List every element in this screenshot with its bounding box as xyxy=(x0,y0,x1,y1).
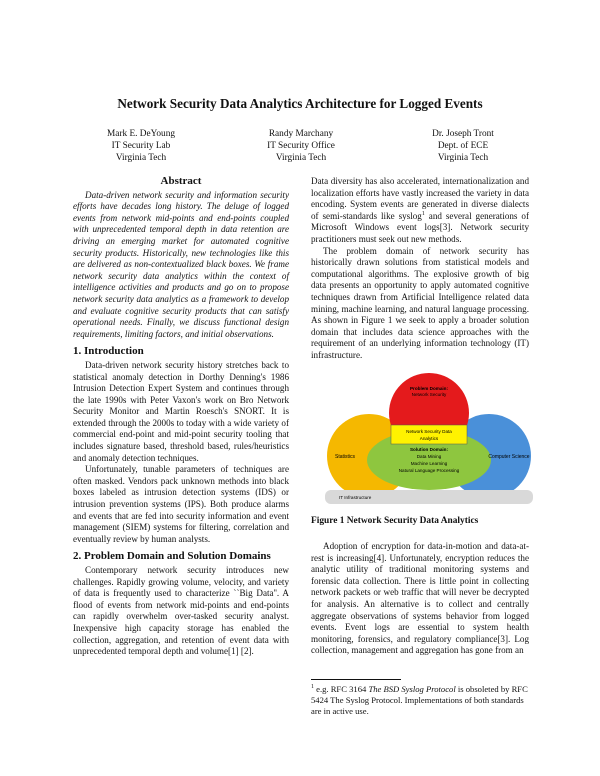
author-institution: Virginia Tech xyxy=(115,153,167,163)
problem-paragraph-3: The problem domain of network security has historically drawn solutions from statistical models and computational algorithms. The explosive growth of big data presents an opportunity to apply automated cognitive techniques drawn from Artificial Intelligence related data mining, machine learning, and natural language processing. As shown in Figure 1 we seek to apply a broader solution domain that includes data science approaches with the requirement of an underlying information technology (IT) infrastructure. xyxy=(311,245,529,360)
solution-item: Data Mining xyxy=(416,453,442,459)
abstract-heading: Abstract xyxy=(160,175,202,187)
footnote xyxy=(311,684,529,717)
problem-domain-sub: Network Security xyxy=(411,391,447,397)
solution-item: Machine Learning xyxy=(410,460,448,466)
statistics-label: Statistics xyxy=(334,453,356,460)
paper-title: Network Security Data Analytics Architecture for Logged Events xyxy=(117,96,483,111)
venn-diagram xyxy=(311,370,547,510)
intro-paragraph-2: Unfortunately, tunable parameters of techniques are often masked. Vendors pack unknown methods into black boxes labeled as intrusion detection systems (IDS) or intrusion prevention systems (IPS). Both produce alarms and events that are fed into security information and event management (SIEM) systems for filtering, correlation and eventually review by human analysts. xyxy=(73,464,289,544)
footnote-marker: 1 xyxy=(311,684,314,691)
author-affiliation: IT Security Lab xyxy=(111,141,171,151)
problem-domain-title: Problem Domain: xyxy=(409,385,449,391)
it-infrastructure-label: IT Infrastructure xyxy=(339,494,372,500)
computer-science-label: Computer Science xyxy=(488,453,530,460)
nsda-line-2: Analytics xyxy=(419,435,439,441)
figure-caption: Figure 1 Network Security Data Analytics xyxy=(311,515,479,526)
nsda-line-1: Network Security Data xyxy=(406,428,452,434)
figure-1 xyxy=(311,370,547,510)
footnote-title: The BSD Syslog Protocol xyxy=(368,684,456,695)
solution-item: Natural Language Processing xyxy=(398,467,460,473)
author-institution: Virginia Tech xyxy=(437,153,489,163)
problem-paragraph-1: Contemporary network security introduces new challenges. Rapidly growing volume, velocity, and variety of data is frequently used to characterize ``Big Data''. A flood of events from network mid-points and end-points can rapidly overwhelm over-tasked security analyst. Inexpensive high capacity storage has enabled the collection, aggregation, and retention of event data with unprecedented temporal depth and volume[1] [2]. xyxy=(73,565,289,657)
author-name: Randy Marchany xyxy=(268,129,334,139)
section-heading-introduction: 1. Introduction xyxy=(73,345,144,358)
author-3 xyxy=(378,128,548,164)
intro-paragraph-1: Data-driven network security history stretches back to statistical anomaly detection in Dorthy Denning's 1986 Intrusion Detection Expert System and continues through the late 1990s with Peter Vaxon's work on Bro Network Security Monitor and Martin Roesch's SNORT. It is extended through the 2000s to today with a wide variety of commercial end-point and mid-point security tooling that includes signature based, threshold based, rules/heuristics and anomaly detection techniques. xyxy=(73,359,289,463)
author-2 xyxy=(216,128,386,164)
problem-paragraph-4: Adoption of encryption for data-in-motion and data-at-rest is increasing[4]. Unfortunately, encryption reduces the analytic utility of traditional monitoring systems and forensic data collection. There is little point in collecting network packets or web traffic that will never be decrypted for analysis. An alternative is to collect and centrally aggregate observations of systems behavior from logged events. Event logs are essential to system health monitoring, forensics, and regulatory compliance[3]. Log collection, management and aggregation has gone from an xyxy=(311,541,529,656)
author-name: Dr. Joseph Tront xyxy=(432,129,494,139)
author-institution: Virginia Tech xyxy=(275,153,327,163)
section-heading-problem-domain: 2. Problem Domain and Solution Domains xyxy=(73,550,271,563)
text-run: Data diversity has also accelerated, internationalization and localization efforts have vastly increased the variety in data encoding. System events are generated in diverse dialects of semi-standards like syslog xyxy=(311,176,529,221)
text-run: e.g. RFC 3164 xyxy=(314,684,369,695)
text-run: is obsoleted by RFC 5424 The Syslog Protocol. Implementations of both standards are in active use. xyxy=(311,684,528,717)
nsda-box xyxy=(391,425,467,444)
author-1 xyxy=(56,128,226,164)
footnote-rule xyxy=(311,679,401,680)
author-affiliation: IT Security Office xyxy=(267,141,335,151)
problem-paragraph-2 xyxy=(311,176,529,246)
abstract-text: Data-driven network security and information security efforts have decades long history. The deluge of logged events from network mid-points and end-points coupled with unprecedented temporal depth in data retention are driving an emerging market for automated cognitive security products. Historically, new technologies like this are delivered as non-contextualized black boxes. We frame network security data analytics within the context of intelligence activities and products and go on to propose network security data analytics as a framework to develop and evaluate cognitive security products that can satisfy operational needs. Finally, we discuss functional design requirements, limiting factors, and initial observations. xyxy=(73,189,289,339)
footnote-ref: 1 xyxy=(421,210,425,217)
author-affiliation: Dept. of ECE xyxy=(437,141,489,151)
right-column xyxy=(311,176,529,717)
text-run: and several generations of Microsoft Windows event logs[3]. Network security practitioners must seek out new methods. xyxy=(311,210,529,244)
left-column xyxy=(73,176,289,658)
author-name: Mark E. DeYoung xyxy=(106,129,175,139)
solution-domain-title: Solution Domain: xyxy=(409,446,449,452)
